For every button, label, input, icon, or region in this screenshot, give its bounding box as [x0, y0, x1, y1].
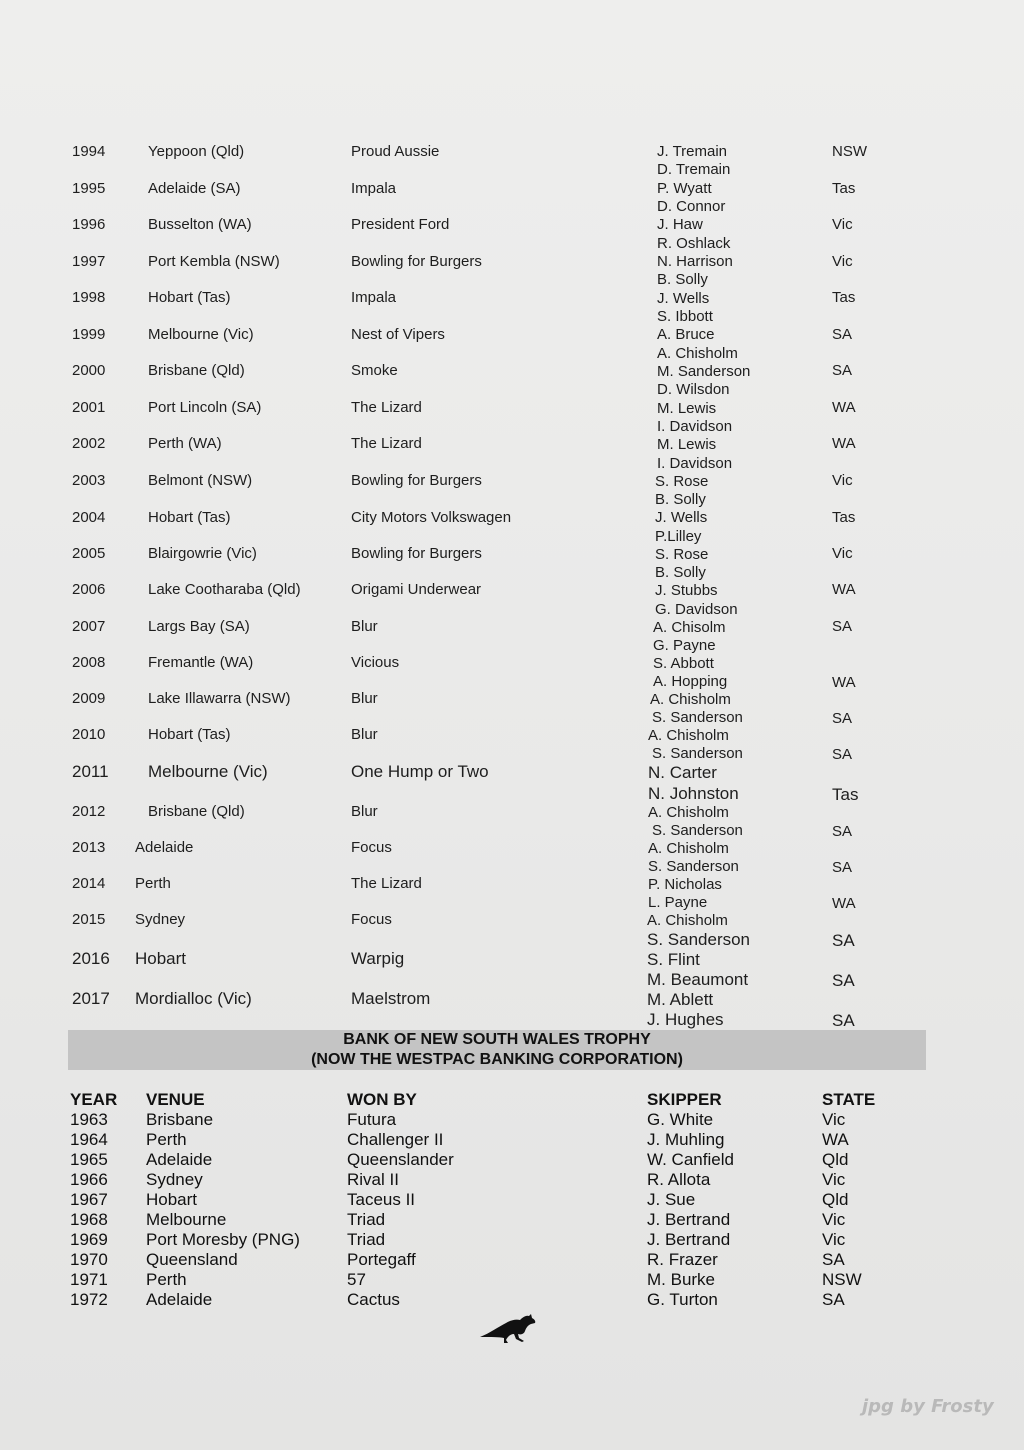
result-row [0, 508, 1024, 528]
state-cell: WA [832, 435, 856, 452]
skipper-name: M. Lewis [657, 400, 717, 417]
skipper-name: N. Johnston [648, 784, 739, 803]
result-row [0, 874, 1024, 894]
state-cell: SA [822, 1290, 845, 1309]
year-cell: 2010 [72, 726, 106, 743]
state-cell: SA [832, 971, 855, 990]
state-cell: SA [832, 859, 853, 876]
header-skipper: SKIPPER [647, 1090, 722, 1109]
year-cell: 1997 [72, 253, 106, 270]
skipper-name: J. Tremain [657, 143, 728, 160]
venue-cell: Lake Cootharaba (Qld) [148, 581, 301, 598]
won-by-cell: Bowling for Burgers [351, 253, 482, 270]
state-cell: Vic [822, 1170, 846, 1189]
won-by-cell: City Motors Volkswagen [351, 509, 512, 526]
result-row [0, 398, 1024, 418]
skipper-name: R. Oshlack [657, 235, 731, 252]
state-cell: Vic [832, 545, 853, 562]
won-by-cell: Challenger II [347, 1130, 444, 1149]
year-cell: 1970 [70, 1250, 108, 1269]
table-row [0, 1170, 1024, 1190]
venue-cell: Perth [135, 875, 171, 892]
state-cell: WA [832, 674, 856, 691]
skipper-cell: M. Burke [647, 1270, 716, 1289]
venue-cell: Brisbane (Qld) [148, 362, 245, 379]
table-header [0, 1090, 1024, 1110]
state-cell: Qld [822, 1150, 849, 1169]
result-row [0, 325, 1024, 345]
won-by-cell: Proud Aussie [351, 143, 440, 160]
skipper-name: G. Payne [653, 637, 716, 654]
state-cell: Vic [832, 472, 853, 489]
year-cell: 2015 [72, 911, 106, 928]
result-row [0, 471, 1024, 491]
venue-cell: Hobart (Tas) [148, 509, 231, 526]
state-cell: SA [832, 618, 853, 635]
year-cell: 1995 [72, 180, 106, 197]
skipper-name: M. Lewis [657, 436, 717, 453]
venue-cell: Melbourne (Vic) [148, 326, 254, 343]
skipper-name: J. Haw [657, 216, 703, 233]
result-row [0, 1011, 1024, 1031]
won-by-cell: The Lizard [351, 399, 422, 416]
skipper-name: J. Wells [655, 509, 708, 526]
state-cell: Qld [822, 1190, 849, 1209]
skipper-name: L. Payne [648, 894, 708, 911]
state-cell: WA [822, 1130, 849, 1149]
venue-cell: Lake Illawarra (NSW) [148, 690, 291, 707]
skipper-name: S. Sanderson [647, 930, 751, 949]
state-cell: Vic [832, 253, 853, 270]
skipper-name: A. Chisholm [648, 804, 729, 821]
table-row [0, 1290, 1024, 1310]
year-cell: 2006 [72, 581, 106, 598]
skipper-name: A. Hopping [653, 673, 728, 690]
state-cell: NSW [832, 143, 867, 160]
venue-cell: Brisbane (Qld) [148, 803, 245, 820]
venue-cell: Perth [146, 1270, 187, 1289]
table-row [0, 1130, 1024, 1150]
result-row [0, 802, 1024, 822]
year-cell: 2014 [72, 875, 106, 892]
won-by-cell: Blur [351, 618, 378, 635]
venue-cell: Port Kembla (NSW) [148, 253, 280, 270]
year-cell: 2002 [72, 435, 106, 452]
year-cell: 1963 [70, 1110, 108, 1129]
state-cell: Vic [822, 1210, 846, 1229]
venue-cell: Hobart [146, 1190, 198, 1209]
trophy-title: BANK OF NEW SOUTH WALES TROPHY [343, 1031, 651, 1048]
year-cell: 2009 [72, 690, 106, 707]
year-cell: 2001 [72, 399, 106, 416]
result-row [0, 689, 1024, 709]
skipper-name: S. Rose [655, 473, 709, 490]
year-cell: 2012 [72, 803, 106, 820]
table-row [0, 1210, 1024, 1230]
venue-cell: Port Lincoln (SA) [148, 399, 262, 416]
skipper-name: D. Tremain [657, 161, 731, 178]
result-row [0, 838, 1024, 858]
venue-cell: Melbourne [146, 1210, 227, 1229]
result-row [0, 971, 1024, 991]
skipper-name: P. Wyatt [657, 180, 712, 197]
won-by-cell: Taceus II [347, 1190, 416, 1209]
skipper-name: S. Sanderson [648, 858, 739, 875]
won-by-cell: President Ford [351, 216, 450, 233]
result-row [0, 580, 1024, 600]
skipper-name: P. Nicholas [648, 876, 722, 893]
won-by-cell: Queenslander [347, 1150, 454, 1169]
skipper-name: G. Davidson [655, 601, 738, 618]
skipper-name: I. Davidson [657, 418, 733, 435]
venue-cell: Sydney [135, 911, 186, 928]
result-row [0, 653, 1024, 673]
won-by-cell: Blur [351, 803, 378, 820]
table-row [0, 1270, 1024, 1290]
skipper-name: J. Hughes [647, 1010, 724, 1029]
skipper-name: B. Solly [655, 564, 706, 581]
result-row [0, 215, 1024, 235]
header-year: YEAR [70, 1090, 118, 1109]
year-cell: 1967 [70, 1190, 108, 1209]
year-cell: 2000 [72, 362, 106, 379]
skipper-name: A. Chisholm [657, 345, 738, 362]
state-cell: WA [832, 581, 856, 598]
year-cell: 2003 [72, 472, 106, 489]
year-cell: 2013 [72, 839, 106, 856]
state-cell: SA [832, 326, 853, 343]
header-state: STATE [822, 1090, 876, 1109]
year-cell: 1998 [72, 289, 106, 306]
venue-cell: Adelaide [146, 1290, 213, 1309]
won-by-cell: Warpig [351, 949, 405, 968]
won-by-cell: Triad [347, 1210, 386, 1229]
state-cell: Vic [822, 1230, 846, 1249]
state-cell: SA [822, 1250, 845, 1269]
result-row [0, 142, 1024, 162]
year-cell: 2016 [72, 949, 110, 968]
venue-cell: Sydney [146, 1170, 203, 1189]
year-cell: 1971 [70, 1270, 108, 1289]
skipper-name: S. Ibbott [657, 308, 713, 325]
skipper-name: M. Beaumont [647, 970, 749, 989]
result-row [0, 361, 1024, 381]
venue-cell: Adelaide [135, 839, 194, 856]
skipper-cell: J. Sue [647, 1190, 696, 1209]
won-by-cell: Bowling for Burgers [351, 545, 482, 562]
state-cell: Vic [822, 1110, 846, 1129]
skipper-name: A. Chisholm [648, 840, 729, 857]
state-cell: Tas [832, 180, 856, 197]
skipper-name: I. Davidson [657, 455, 733, 472]
skipper-name: J. Stubbs [655, 582, 718, 599]
result-row [0, 762, 1024, 782]
won-by-cell: Cactus [347, 1290, 400, 1309]
skipper-name: S. Sanderson [652, 745, 743, 762]
year-cell: 2007 [72, 618, 106, 635]
won-by-cell: Portegaff [347, 1250, 416, 1269]
skipper-name: D. Wilsdon [657, 381, 730, 398]
skipper-cell: G. White [647, 1110, 714, 1129]
skipper-name: N. Carter [648, 763, 717, 782]
state-cell: Vic [832, 216, 853, 233]
venue-cell: Adelaide (SA) [148, 180, 241, 197]
year-cell: 2008 [72, 654, 106, 671]
result-row [0, 989, 1024, 1009]
won-by-cell: The Lizard [351, 435, 422, 452]
venue-cell: Perth [146, 1130, 187, 1149]
state-cell: WA [832, 399, 856, 416]
venue-cell: Hobart (Tas) [148, 289, 231, 306]
won-by-cell: Nest of Vipers [351, 326, 445, 343]
venue-cell: Yeppoon (Qld) [148, 143, 245, 160]
won-by-cell: Blur [351, 726, 378, 743]
won-by-cell: Focus [351, 839, 392, 856]
year-cell: 1969 [70, 1230, 108, 1249]
won-by-cell: Rival II [347, 1170, 399, 1189]
skipper-name: J. Wells [657, 290, 710, 307]
venue-cell: Brisbane [146, 1110, 214, 1129]
year-cell: 1965 [70, 1150, 108, 1169]
table-row [0, 1150, 1024, 1170]
skipper-cell: R. Allota [647, 1170, 711, 1189]
state-cell: NSW [822, 1270, 862, 1289]
won-by-cell: Focus [351, 911, 392, 928]
skipper-name: B. Solly [655, 491, 706, 508]
skipper-name: A. Chisholm [648, 727, 729, 744]
venue-cell: Adelaide [146, 1150, 213, 1169]
skipper-name: A. Bruce [657, 326, 715, 343]
won-by-cell: Triad [347, 1230, 386, 1249]
year-cell: 1966 [70, 1170, 108, 1189]
skipper-name: S. Flint [647, 950, 700, 969]
skipper-cell: W. Canfield [647, 1150, 734, 1169]
skipper-cell: R. Frazer [647, 1250, 718, 1269]
table-row [0, 1250, 1024, 1270]
venue-cell: Fremantle (WA) [148, 654, 254, 671]
venue-cell: Hobart [135, 949, 187, 968]
state-cell: Tas [832, 509, 856, 526]
result-row [0, 910, 1024, 930]
state-cell: SA [832, 362, 853, 379]
result-row [0, 288, 1024, 308]
won-by-cell: One Hump or Two [351, 762, 489, 781]
year-cell: 2011 [72, 762, 109, 781]
year-cell: 2005 [72, 545, 106, 562]
skipper-name: A. Chisholm [647, 912, 728, 929]
venue-cell: Queensland [146, 1250, 238, 1269]
venue-cell: Belmont (NSW) [148, 472, 253, 489]
won-by-cell: Smoke [351, 362, 398, 379]
venue-cell: Hobart (Tas) [148, 726, 231, 743]
result-row [0, 252, 1024, 272]
skipper-name: D. Connor [657, 198, 726, 215]
table-row [0, 1110, 1024, 1130]
result-row [0, 725, 1024, 745]
venue-cell: Perth (WA) [148, 435, 222, 452]
skipper-name: S. Sanderson [652, 709, 743, 726]
year-cell: 1968 [70, 1210, 108, 1229]
skipper-name: S. Sanderson [652, 822, 743, 839]
year-cell: 1994 [72, 143, 106, 160]
venue-cell: Blairgowrie (Vic) [148, 545, 257, 562]
won-by-cell: Vicious [351, 654, 400, 671]
year-cell: 1972 [70, 1290, 108, 1309]
state-cell: SA [832, 710, 853, 727]
won-by-cell: Origami Underwear [351, 581, 482, 598]
skipper-name: B. Solly [657, 271, 708, 288]
table-row [0, 1190, 1024, 1210]
table-row [0, 1230, 1024, 1250]
year-cell: 1964 [70, 1130, 108, 1149]
state-cell: WA [832, 895, 856, 912]
state-cell: Tas [832, 785, 859, 804]
skipper-cell: J. Muhling [647, 1130, 725, 1149]
year-cell: 2004 [72, 509, 106, 526]
header-venue: VENUE [146, 1090, 205, 1109]
result-row [0, 617, 1024, 637]
venue-cell: Melbourne (Vic) [148, 762, 268, 781]
venue-cell: Port Moresby (PNG) [146, 1230, 300, 1249]
year-cell: 1996 [72, 216, 106, 233]
skipper-cell: G. Turton [647, 1290, 718, 1309]
skipper-name: A. Chisholm [650, 691, 731, 708]
skipper-name: N. Harrison [657, 253, 733, 270]
won-by-cell: Blur [351, 690, 378, 707]
won-by-cell: Impala [351, 180, 397, 197]
year-cell: 2017 [72, 989, 110, 1008]
venue-cell: Mordialloc (Vic) [135, 989, 252, 1008]
photo-credit: jpg by Frosty [862, 1396, 994, 1417]
result-row [0, 931, 1024, 951]
state-cell: Tas [832, 289, 856, 306]
skipper-name: S. Abbott [653, 655, 714, 672]
won-by-cell: Impala [351, 289, 397, 306]
won-by-cell: The Lizard [351, 875, 422, 892]
result-row [0, 179, 1024, 199]
skipper-cell: J. Bertrand [647, 1210, 731, 1229]
skipper-name: P.Lilley [655, 528, 702, 545]
skipper-name: M. Sanderson [657, 363, 751, 380]
won-by-cell: Maelstrom [351, 989, 431, 1008]
state-cell: SA [832, 746, 853, 763]
won-by-cell: 57 [347, 1270, 366, 1289]
result-row [0, 434, 1024, 454]
state-cell: SA [832, 1011, 855, 1030]
venue-cell: Busselton (WA) [148, 216, 252, 233]
result-row [0, 544, 1024, 564]
won-by-cell: Bowling for Burgers [351, 472, 482, 489]
skipper-name: M. Ablett [647, 990, 714, 1009]
venue-cell: Largs Bay (SA) [148, 618, 250, 635]
skipper-name: S. Rose [655, 546, 709, 563]
skipper-name: A. Chisolm [653, 619, 726, 636]
skipper-cell: J. Bertrand [647, 1230, 731, 1249]
kangaroo-icon [478, 1310, 538, 1346]
trophy-subtitle: (NOW THE WESTPAC BANKING CORPORATION) [311, 1051, 683, 1068]
header-won-by: WON BY [347, 1090, 417, 1109]
won-by-cell: Futura [347, 1110, 397, 1129]
state-cell: SA [832, 823, 853, 840]
trophy-banner [68, 1030, 926, 1070]
state-cell: SA [832, 931, 855, 950]
result-row [0, 949, 1024, 969]
year-cell: 1999 [72, 326, 106, 343]
